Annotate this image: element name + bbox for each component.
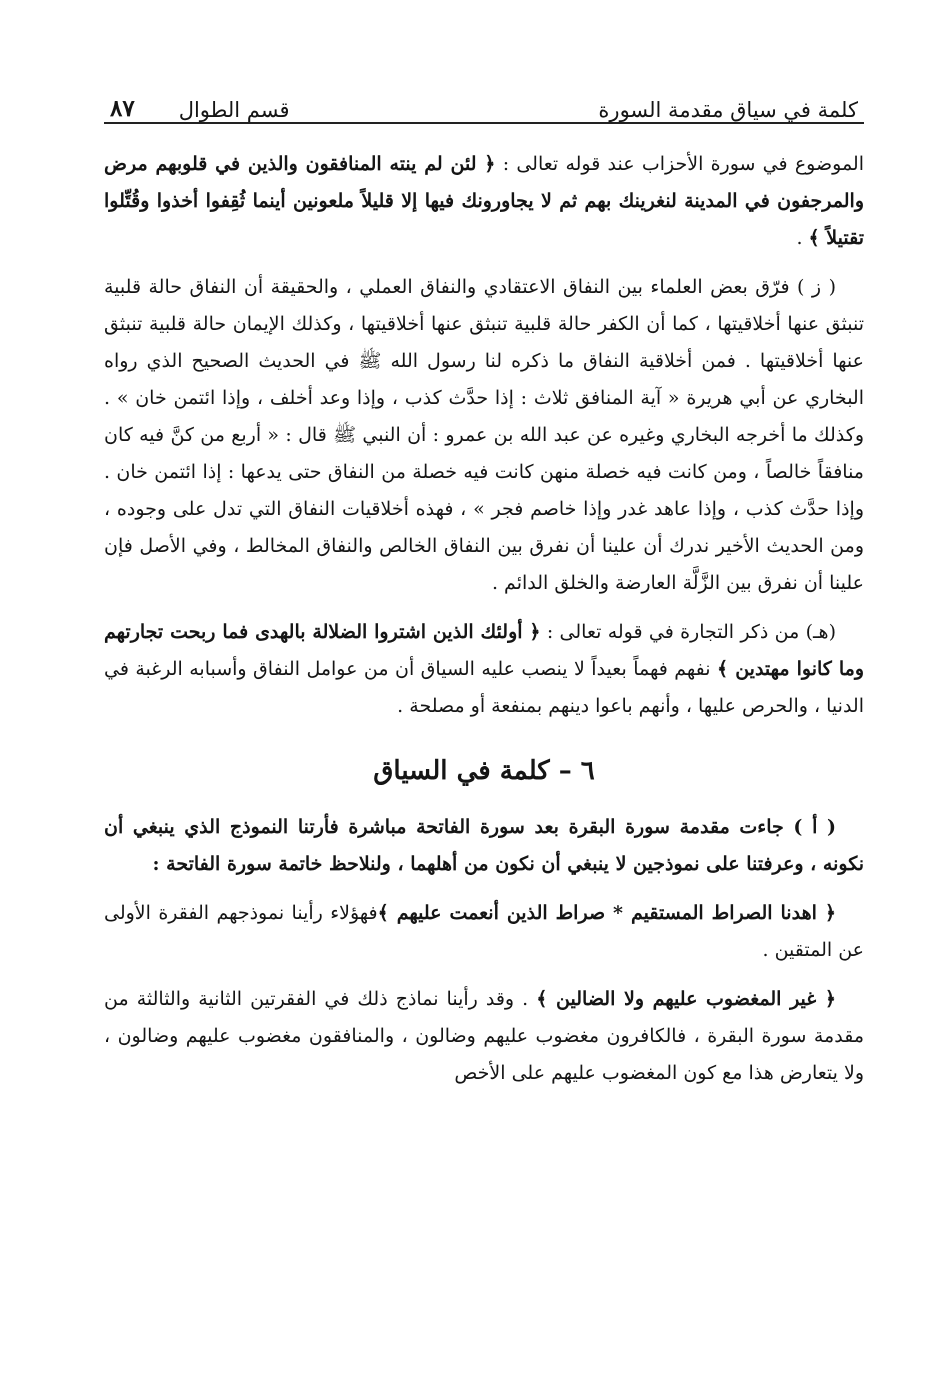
paragraph-ha-rest: نفهم فهماً بعيداً لا ينصب عليه السياق أن من عوامل النفاق وأسبابه الرغبة في الدنيا ، والحرص عليها ، وأنهم باعوا دينهم بمنفعة أو مصلحة . (104, 658, 864, 717)
running-header (104, 86, 864, 124)
quran-verse-ihdina: ﴿ اهدنا الصراط المستقيم * صراط الذين أنعمت عليهم ﴾ (377, 902, 836, 924)
quran-verse-ahzab: ﴿ لئن لم ينته المنافقون والذين في قلوبهم مرض والمرجفون في المدينة لنغرينك بهم ثم لا يجاورونك فيها إلا قليلاً ملعونين أينما ثُقِفوا أخذوا وقُتِّلوا تقتيلاً ﴾ (104, 153, 864, 249)
paragraph-ihdina-rest: فهؤلاء رأينا نموذجهم الفقرة الأولى عن المتقين . (104, 902, 864, 961)
paragraph-ha-intro: (هـ) من ذكر التجارة في قوله تعالى : (540, 621, 836, 643)
paragraph-maghdub-rest: . وقد رأينا نماذج ذلك في الفقرتين الثانية والثالثة من مقدمة سورة البقرة ، فالكافرون مغضوب عليهم وضالون ، والمنافقون مغضوب عليهم وضالون ، ولا يتعارض هذا مع كون المغضوب عليهم على الأخص (104, 988, 864, 1084)
paragraph-ihdina (104, 895, 864, 969)
paragraph-ahzab-intro: الموضوع في سورة الأحزاب عند قوله تعالى : (495, 153, 864, 175)
paragraph-ahzab-end: . (796, 227, 809, 249)
section-heading: ٦ – كلمة في السياق (373, 756, 595, 786)
header-title: كلمة في سياق مقدمة السورة (598, 98, 858, 122)
book-page (104, 86, 864, 1104)
quran-verse-maghdub: ﴿ غير المغضوب عليهم ولا الضالين ﴾ (536, 988, 836, 1010)
page-number: ٨٧ (110, 95, 135, 122)
paragraph-alif: ( أ ) جاءت مقدمة سورة البقرة بعد سورة الفاتحة مباشرة فأرتنا النموذج الذي ينبغي أن نكونه ، وعرفتنا على نموذجين لا ينبغي أن نكون من أهلهما ، ولنلاحظ خاتمة سورة الفاتحة : (104, 816, 864, 875)
paragraph-ahzab (104, 146, 864, 257)
paragraph-zay: ( ز ) فرّق بعض العلماء بين النفاق الاعتقادي والنفاق العملي ، والحقيقة أن النفاق حالة قلبية تنبثق عنها أخلاقيتها ، كما أن الكفر حالة قلبية تنبثق عنها أخلاقيتها ، وكذلك الإيمان حالة قلبية تنبثق عنها أخلاقيتها . فمن أخلاقية النفاق ما ذكره لنا رسول الله ﷺ في الحديث الصحيح الذي رواه البخاري عن أبي هريرة « آية المنافق ثلاث : إذا حدَّث كذب ، وإذا وعد أخلف ، وإذا ائتمن خان » . وكذلك ما أخرجه البخاري وغيره عن عبد الله بن عمرو : أن النبي ﷺ قال : « أربع من كنَّ فيه كان منافقاً خالصاً ، ومن كانت فيه خصلة منهن كانت فيه خصلة من النفاق حتى يدعها : إذا ائتمن خان . وإذا حدَّث كذب ، وإذا عاهد غدر وإذا خاصم فجر » ، فهذه أخلاقيات النفاق التي تدل على وجوده ، ومن الحديث الأخير ندرك أن علينا أن نفرق بين النفاق الخالص والنفاق المخالط ، وفي الأصل فإن علينا أن نفرق بين الزَّلَّة العارضة والخلق الدائم . (104, 276, 864, 594)
header-section: قسم الطوال (178, 98, 290, 122)
paragraph-maghdub (104, 981, 864, 1092)
paragraph-ha (104, 614, 864, 725)
quran-verse-tijara: ﴿ أولئك الذين اشتروا الضلالة بالهدى فما ربحت تجارتهم وما كانوا مهتدين ﴾ (104, 621, 864, 680)
header-left-group (110, 95, 290, 122)
